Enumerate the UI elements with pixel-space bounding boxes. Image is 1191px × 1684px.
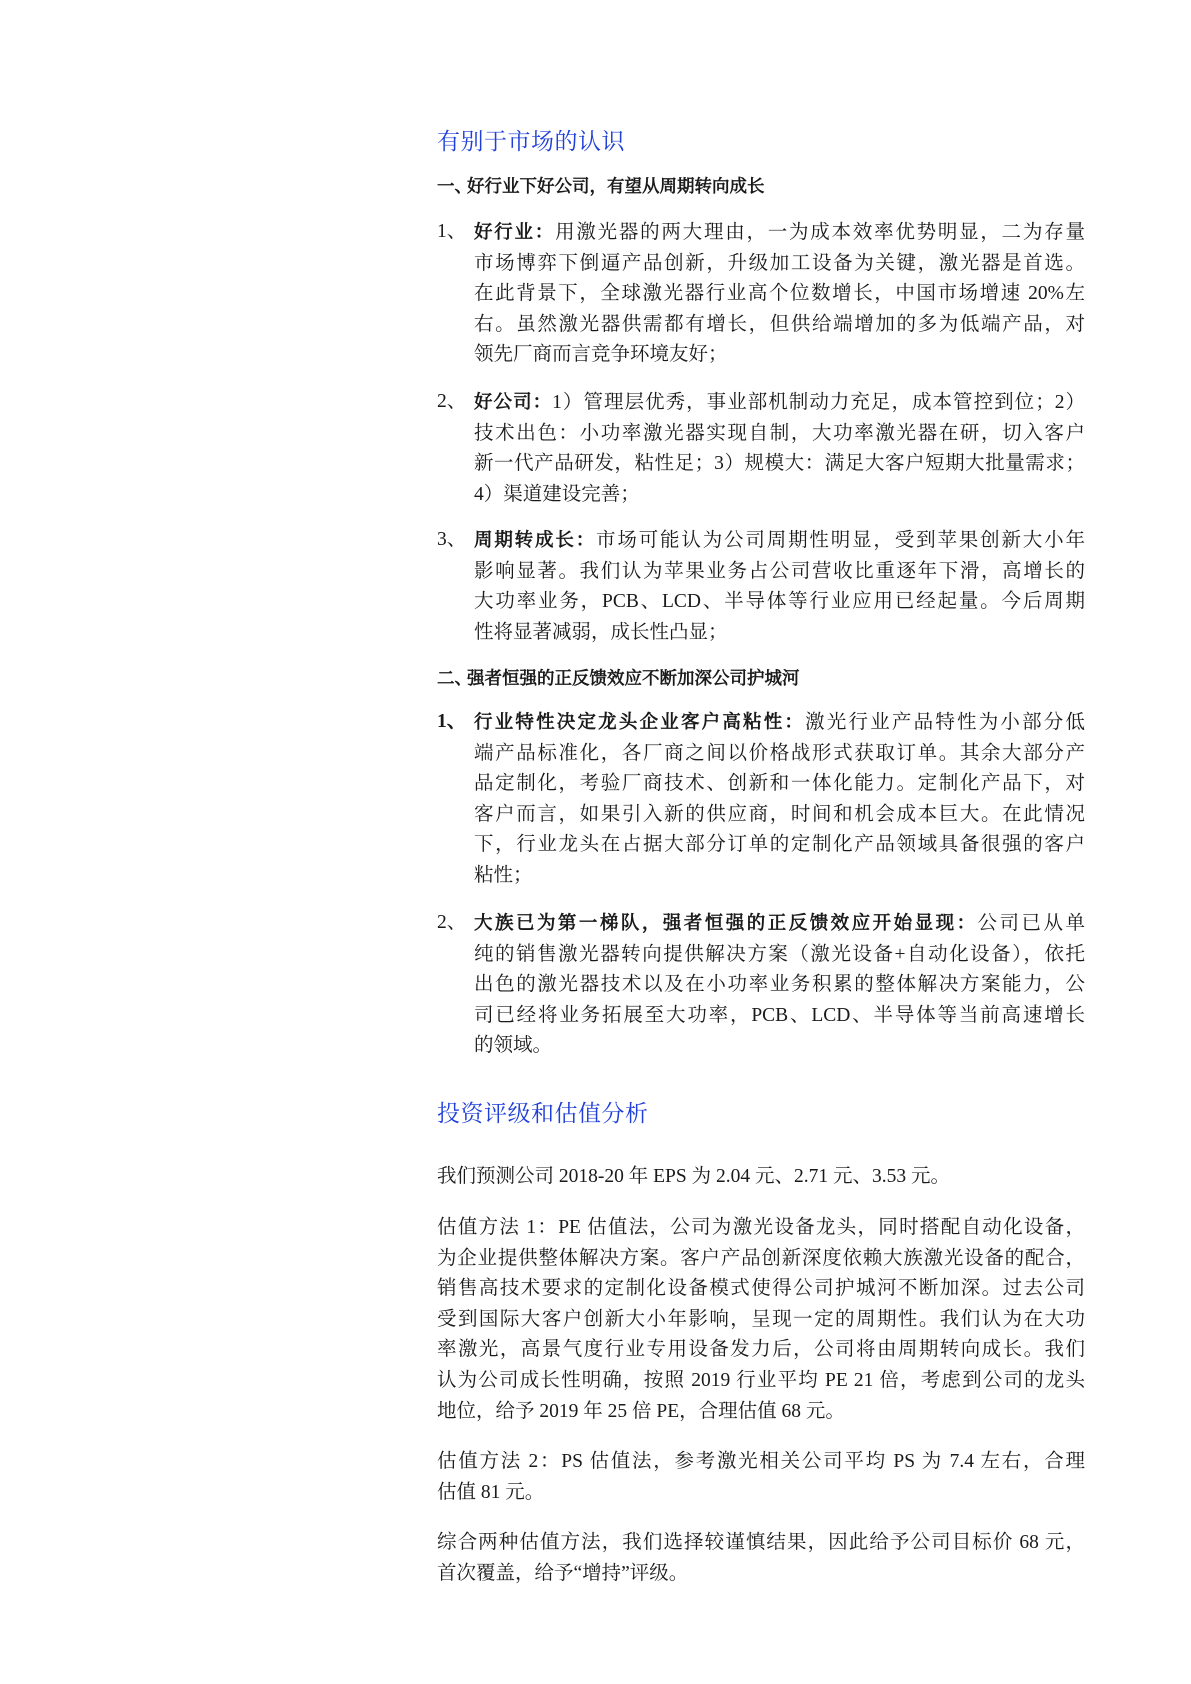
text-line [474,217,1085,249]
item-number: 1、 [437,711,467,732]
text-line: 我们预测公司 2018-20 年 EPS 为 2.04 元、2.71 元、3.53 元。 [437,1166,950,1187]
item-text: 激光行业产品特性为小部分低 [805,712,1085,733]
text-line: 客户而言，如果引入新的供应商，时间和机会成本巨大。在此情况 [474,803,1085,825]
paragraph-ps-method [437,1447,1085,1508]
text-line: 纯的销售激光器转向提供解决方案（激光设备+自动化设备），依托 [474,943,1085,965]
item-label: 好公司： [474,391,553,412]
subheading-good-industry [437,171,1085,201]
text-line: 性将显著减弱，成长性凸显； [474,621,728,643]
item-number: 3、 [437,529,467,550]
text-line: 新一代产品研发，粘性足；3）规模大：满足大客户短期大批量需求； [474,453,1085,475]
section-heading-differentiated-view: 有别于市场的认识 [437,128,625,154]
paragraph-pe-method [437,1213,1085,1427]
text-line: 估值方法 2：PS 估值法，参考激光相关公司平均 PS 为 7.4 左右，合理 [437,1451,1085,1472]
text-line: 右。虽然激光器供需都有增长，但供给端增加的多为低端产品，对 [474,313,1085,335]
text-line: 出色的激光器技术以及在小功率业务积累的整体解决方案能力，公 [474,974,1085,996]
text-line [474,525,1085,557]
text-line: 估值 81 元。 [437,1481,545,1503]
subheading-number: 二、 [437,668,472,688]
item-number: 1、 [437,221,467,242]
item-label: 大族已为第一梯队，强者恒强的正反馈效应开始显现： [474,912,978,933]
list-item-industry-stickiness [437,707,1085,892]
list-item-first-tier [437,908,1085,1062]
text-line [474,387,1085,419]
text-line: 市场博弈下倒逼产品创新，升级加工设备为关键，激光器是首选。 [474,252,1085,274]
text-line: 为企业提供整体解决方案。客户产品创新深度依赖大族激光设备的配合， [437,1247,1085,1269]
text-line: 受到国际大客户创新大小年影响，呈现一定的周期性。我们认为在大功 [437,1308,1085,1330]
subheading-title: 强者恒强的正反馈效应不断加深公司护城河 [467,668,800,688]
subheading-positive-feedback [437,663,1085,693]
item-text: 市场可能认为公司周期性明显，受到苹果创新大小年 [596,530,1085,551]
paragraph-rating-conclusion [437,1528,1085,1589]
item-label: 周期转成长： [474,529,597,550]
text-line: 在此背景下，全球激光器行业高个位数增长，中国市场增速 20%左 [474,283,1085,305]
text-line: 下，行业龙头在占据大部分订单的定制化产品领域具备很强的客户 [474,834,1085,856]
list-item-good-company [437,387,1085,510]
item-text: 用激光器的两大理由，一为成本效率优势明显，二为存量 [555,222,1085,243]
text-line: 率激光，高景气度行业专用设备发力后，公司将由周期转向成长。我们 [437,1339,1085,1361]
item-number: 2、 [437,391,467,412]
text-line: 估值方法 1：PE 估值法，公司为激光设备龙头，同时搭配自动化设备， [437,1217,1085,1238]
text-line [474,707,1085,739]
item-number: 2、 [437,912,467,933]
text-line: 影响显著。我们认为苹果业务占公司营收比重逐年下滑，高增长的 [474,560,1085,582]
text-line: 大功率业务，PCB、LCD、半导体等行业应用已经起量。今后周期 [474,591,1085,613]
subheading-number: 一、 [437,176,472,196]
text-line: 4）渠道建设完善； [474,483,640,505]
section-heading-valuation: 投资评级和估值分析 [437,1100,649,1126]
text-line: 粘性； [474,864,533,886]
text-line: 品定制化，考验厂商技术、创新和一体化能力。定制化产品下，对 [474,773,1085,795]
text-line [474,908,1085,940]
text-line: 销售高技术要求的定制化设备模式使得公司护城河不断加深。过去公司 [437,1278,1085,1300]
text-line: 技术出色：小功率激光器实现自制，大功率激光器在研，切入客户 [474,422,1085,444]
item-label: 行业特性决定龙头企业客户高粘性： [474,711,806,732]
item-text: 公司已从单 [977,913,1085,934]
text-line: 领先厂商而言竞争环境友好； [474,344,728,366]
list-item-good-industry [437,217,1085,371]
item-text: 1）管理层优秀，事业部机制动力充足，成本管控到位；2） [552,392,1085,413]
text-line: 首次覆盖，给予“增持”评级。 [437,1562,689,1584]
text-line: 认为公司成长性明确，按照 2019 行业平均 PE 21 倍，考虑到公司的龙头 [437,1369,1085,1391]
list-item-cycle-to-growth [437,525,1085,648]
text-line: 地位，给予 2019 年 25 倍 PE，合理估值 68 元。 [437,1400,845,1422]
text-line: 司已经将业务拓展至大功率，PCB、LCD、半导体等当前高速增长 [474,1004,1085,1026]
paragraph-eps-forecast [437,1162,1085,1193]
subheading-title: 好行业下好公司，有望从周期转向成长 [467,176,765,196]
text-line: 的领域。 [474,1035,553,1057]
text-line: 端产品标准化，各厂商之间以价格战形式获取订单。其余大部分产 [474,742,1085,764]
text-line: 综合两种估值方法，我们选择较谨慎结果，因此给予公司目标价 68 元， [437,1532,1085,1553]
item-label: 好行业： [474,221,556,242]
